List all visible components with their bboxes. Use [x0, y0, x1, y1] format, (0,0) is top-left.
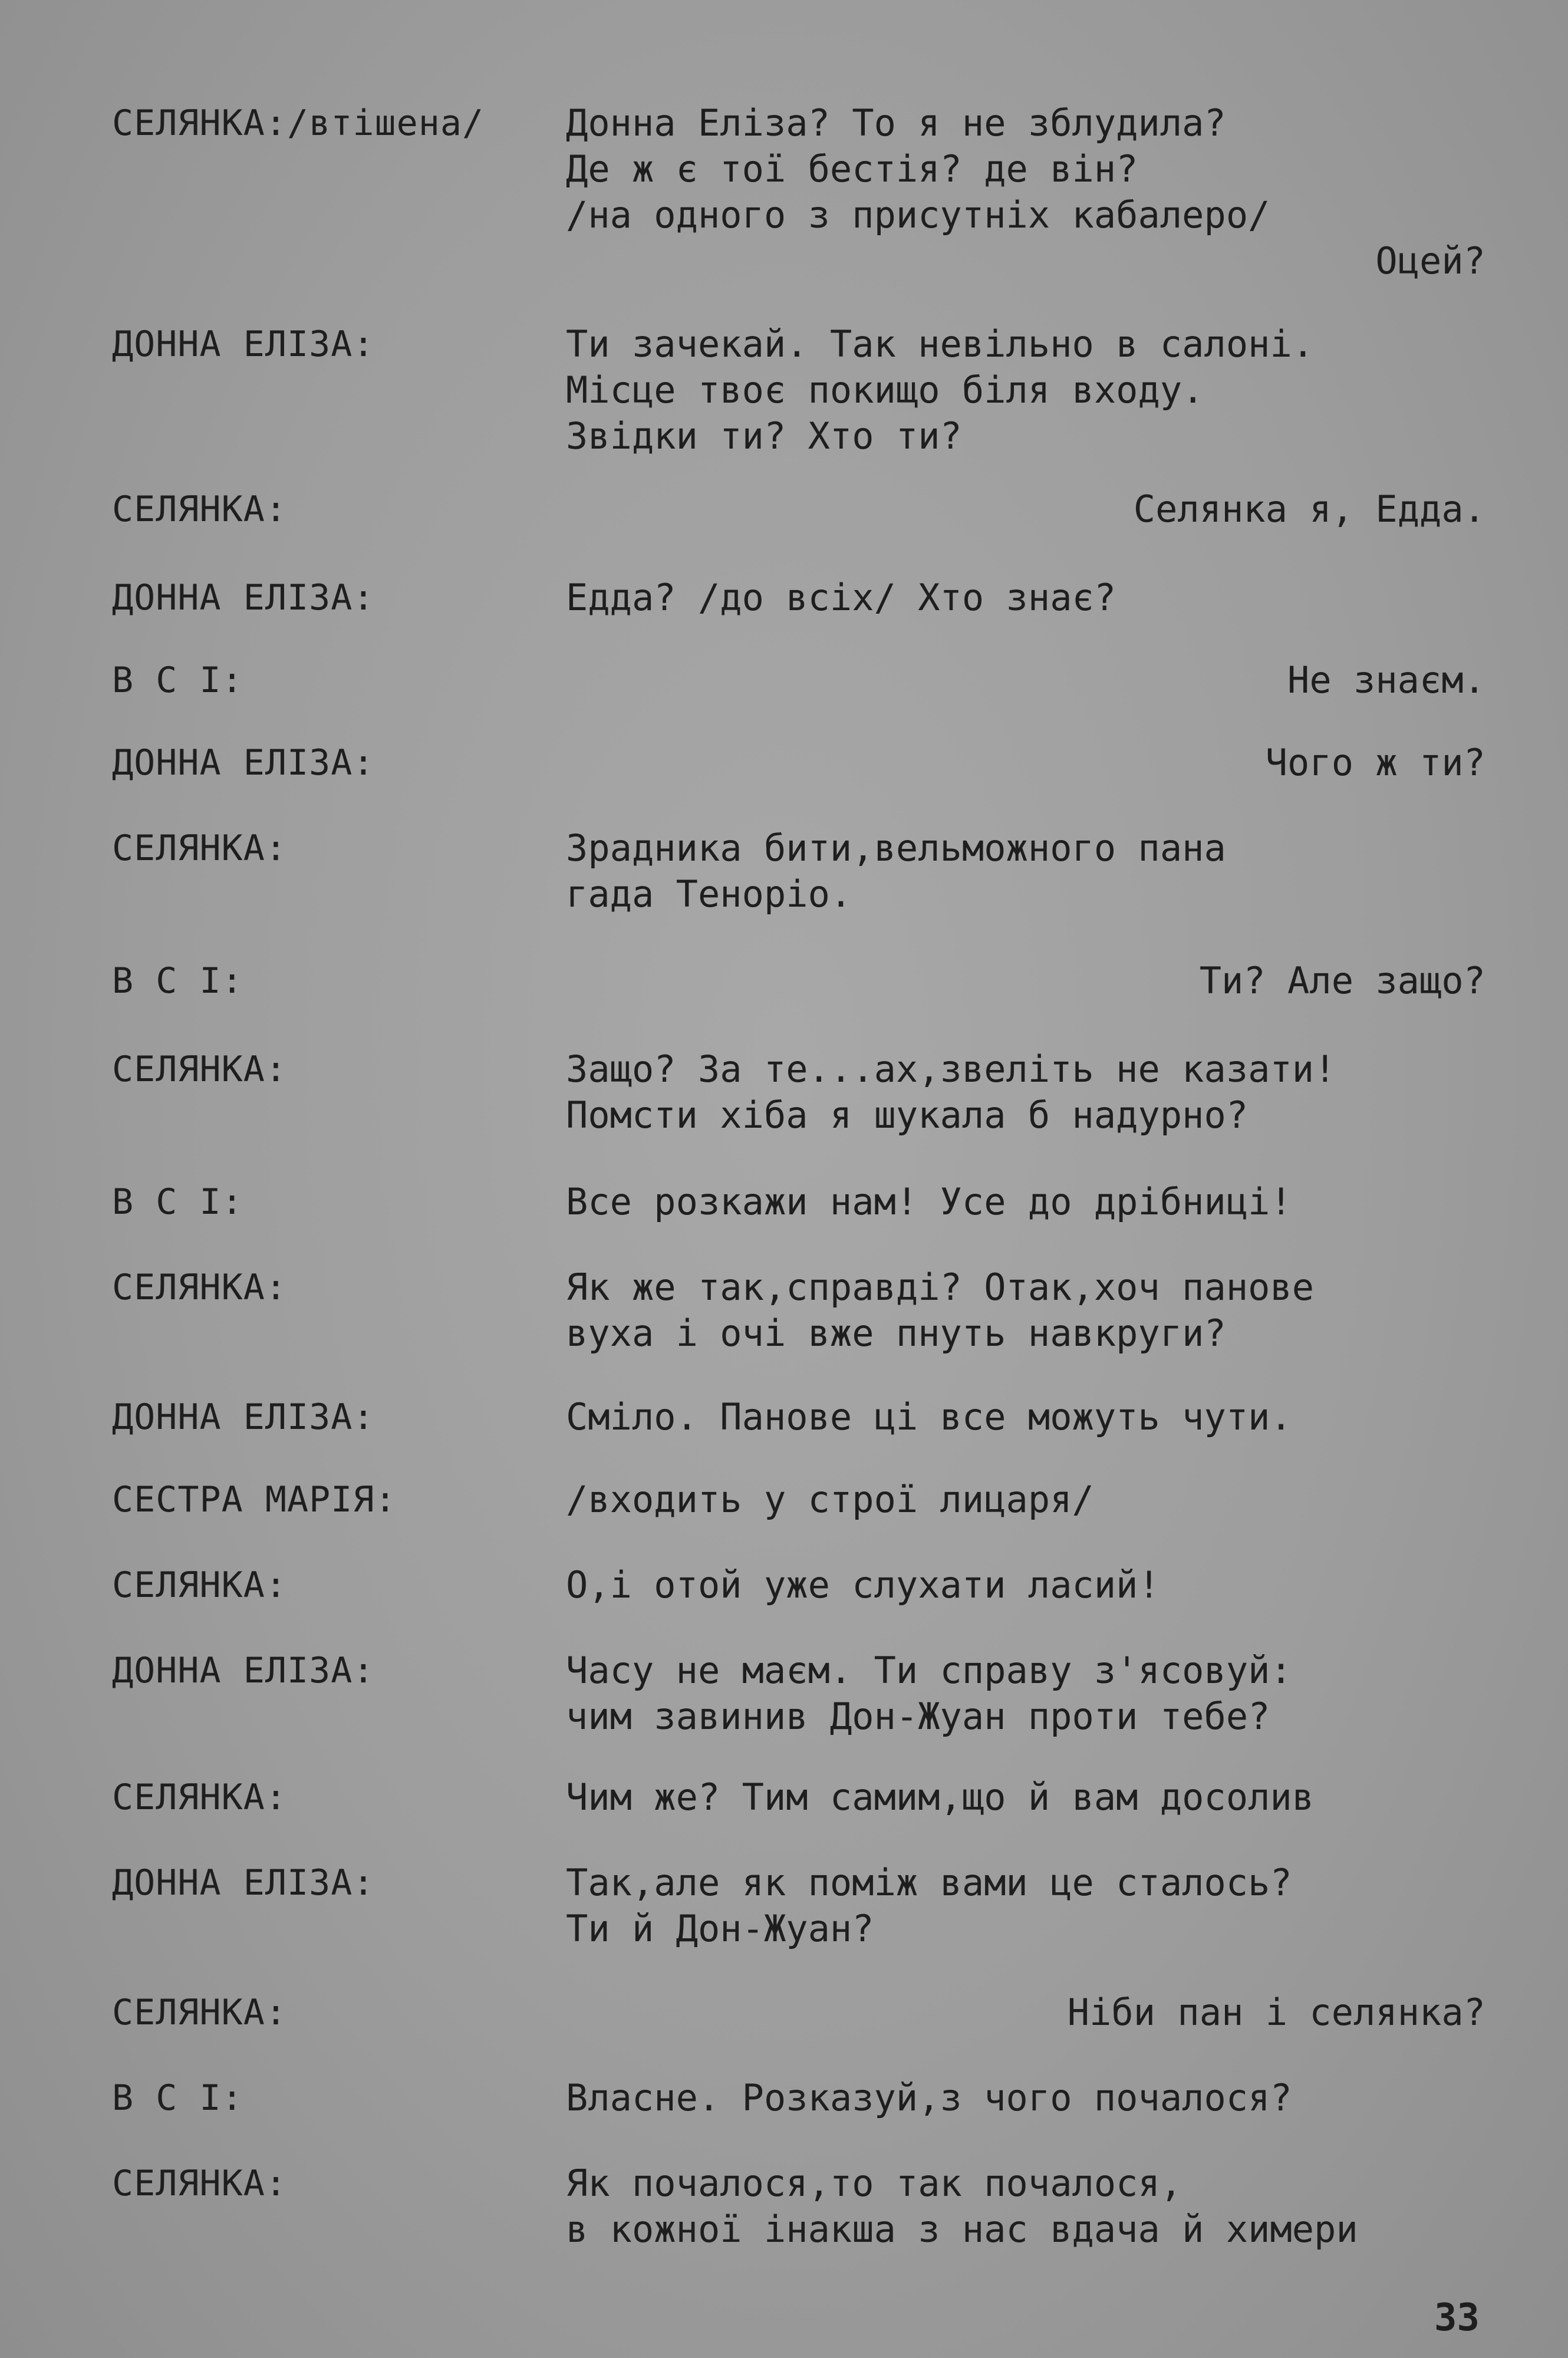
dialogue-line: Селянка я, Едда.	[1133, 488, 1485, 531]
dialogue	[566, 1774, 1485, 1820]
speaker-name: СЕЛЯНКА:	[112, 2163, 287, 2204]
dialogue	[566, 575, 1485, 621]
dialogue-line: Ти й Дон-Жуан?	[566, 1907, 874, 1950]
speaker-name: СЕЛЯНКА:	[112, 1565, 287, 1606]
dialogue-line: Едда? /до всіх/ Хто знає?	[566, 576, 1116, 619]
dialogue-line: /входить у строї лицаря/	[566, 1478, 1094, 1521]
dialogue-line: Ти зачекай. Так невільно в салоні.	[566, 322, 1315, 365]
speaker-name: ДОННА ЕЛІЗА:	[112, 1650, 375, 1691]
dialogue	[566, 657, 1485, 703]
speaker-name: ДОННА ЕЛІЗА:	[112, 742, 375, 783]
dialogue	[566, 1477, 1485, 1523]
dialogue-line: Власне. Розказуй,з чого почалося?	[566, 2076, 1292, 2119]
dialogue	[566, 1562, 1485, 1608]
dialogue-line: Звідки ти? Хто ти?	[566, 414, 962, 457]
speaker-name: В С І:	[112, 1181, 243, 1223]
dialogue	[566, 1860, 1485, 1952]
speaker-name: В С І:	[112, 960, 243, 1002]
dialogue-line: Оцей?	[1375, 239, 1485, 282]
dialogue	[566, 100, 1485, 284]
dialogue	[566, 1990, 1485, 2036]
dialogue	[566, 1264, 1485, 1356]
speaker-name: В С І:	[112, 2077, 243, 2119]
speaker-name: ДОННА ЕЛІЗА:	[112, 577, 375, 618]
dialogue-line: Місце твоє покищо біля входу.	[566, 368, 1204, 411]
speaker-name: СЕСТРА МАРІЯ:	[112, 1479, 397, 1520]
dialogue-line: Ти? Але защо?	[1199, 959, 1485, 1002]
dialogue-line: Донна Еліза? То я не зблудила?	[566, 101, 1226, 144]
dialogue-line: чим завинив Дон-Жуан проти тебе?	[566, 1695, 1270, 1738]
dialogue-line: в кожної інакша з нас вдача й химери	[566, 2208, 1358, 2251]
dialogue	[566, 2075, 1485, 2121]
dialogue-line: Ніби пан і селянка?	[1067, 1991, 1485, 2034]
dialogue	[566, 321, 1485, 459]
speaker-name: СЕЛЯНКА:	[112, 1049, 287, 1090]
dialogue-line: /на одного з присутніх кабалеро/	[566, 193, 1270, 236]
dialogue-line: Часу не маєм. Ти справу з'ясовуй:	[566, 1649, 1292, 1692]
speaker-name: ДОННА ЕЛІЗА:	[112, 324, 375, 365]
dialogue-line: Так,але як поміж вами це сталось?	[566, 1861, 1292, 1904]
dialogue	[566, 1179, 1485, 1225]
dialogue	[566, 1648, 1485, 1740]
speaker-name: ДОННА ЕЛІЗА:	[112, 1862, 375, 1903]
dialogue-line: Як же так,справді? Отак,хоч панове	[566, 1266, 1315, 1309]
dialogue	[566, 825, 1485, 917]
speaker-name: СЕЛЯНКА:	[112, 1992, 287, 2033]
dialogue-line: Де ж є тої бестія? де він?	[566, 147, 1138, 190]
dialogue-line: Чого ж ти?	[1265, 741, 1485, 784]
dialogue	[566, 486, 1485, 532]
page-number: 33	[1434, 2296, 1480, 2340]
dialogue	[566, 2161, 1485, 2252]
dialogue-line: вуха і очі вже пнуть навкруги?	[566, 1312, 1226, 1355]
dialogue	[566, 1394, 1485, 1440]
speaker-name: СЕЛЯНКА:	[112, 1777, 287, 1818]
dialogue-line: Не знаєм.	[1287, 658, 1485, 702]
speaker-name: ДОННА ЕЛІЗА:	[112, 1397, 375, 1438]
dialogue-line: Сміло. Панове ці все можуть чути.	[566, 1395, 1292, 1438]
dialogue-line: О,і отой уже слухати ласий!	[566, 1563, 1160, 1606]
speaker-name: СЕЛЯНКА:	[112, 1267, 287, 1308]
speaker-name: СЕЛЯНКА:/втішена/	[112, 103, 485, 144]
dialogue-line: Чим же? Тим самим,що й вам досолив	[566, 1776, 1315, 1819]
speaker-name: СЕЛЯНКА:	[112, 489, 287, 530]
dialogue	[566, 958, 1485, 1004]
dialogue-line: Зрадника бити,вельможного пана	[566, 826, 1226, 870]
speaker-name: В С І:	[112, 660, 243, 701]
dialogue-line: Защо? За те...ах,звеліть не казати!	[566, 1048, 1336, 1091]
dialogue	[566, 1046, 1485, 1138]
dialogue-line: Все розкажи нам! Усе до дрібниці!	[566, 1180, 1292, 1223]
dialogue-line: Як почалося,то так почалося,	[566, 2162, 1182, 2205]
speaker-name: СЕЛЯНКА:	[112, 828, 287, 869]
dialogue-line: Помсти хіба я шукала б надурно?	[566, 1094, 1249, 1137]
dialogue	[566, 740, 1485, 786]
dialogue-line: гада Теноріо.	[566, 872, 852, 915]
